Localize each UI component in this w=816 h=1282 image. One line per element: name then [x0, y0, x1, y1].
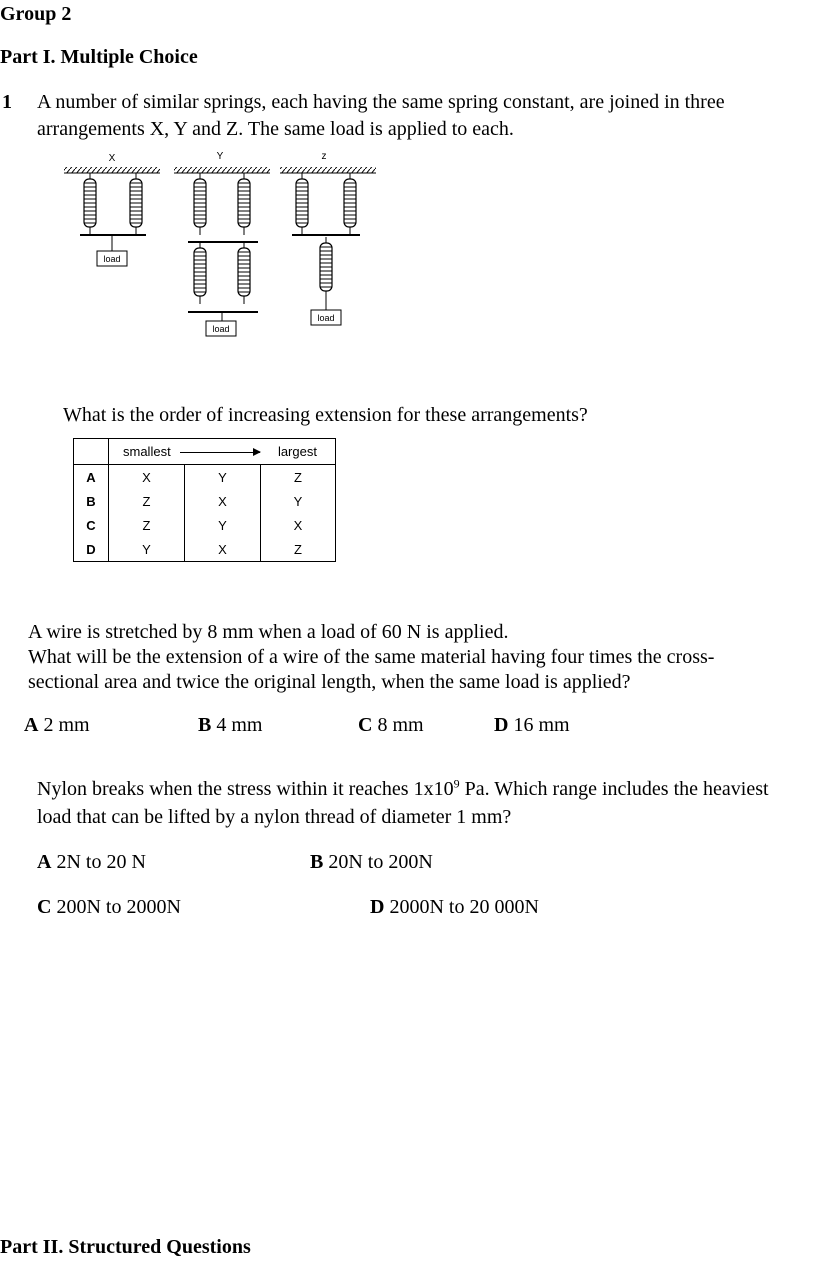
- q3-exponent: 9: [453, 776, 460, 791]
- table-cell: X: [185, 537, 261, 562]
- row-label: A: [74, 465, 109, 490]
- ceiling-y: [174, 167, 270, 173]
- option-letter: C: [37, 896, 52, 918]
- q2-option-b: [198, 714, 262, 737]
- q2-line1: A wire is stretched by 8 mm when a load of 60 N is applied.: [28, 621, 509, 643]
- option-text: 2 mm: [38, 714, 90, 736]
- q1-stem-line1: A number of similar springs, each having the same spring constant, are joined in three: [37, 91, 725, 113]
- option-text: 2N to 20 N: [51, 851, 146, 873]
- q1-question: What is the order of increasing extension for these arrangements?: [63, 404, 588, 426]
- table-cell: X: [185, 489, 261, 513]
- part1-title: Part I. Multiple Choice: [0, 46, 198, 68]
- option-letter: C: [358, 714, 373, 736]
- row-label: B: [74, 489, 109, 513]
- arrangement-y: [188, 173, 258, 336]
- option-text: 4 mm: [211, 714, 263, 736]
- q3-line1-rest: Pa. Which range includes the heaviest: [459, 778, 769, 800]
- option-text: 2000N to 20 000N: [384, 896, 539, 918]
- label-x: X: [108, 153, 116, 164]
- q3-line1-text: Nylon breaks when the stress within it reaches 1x10: [37, 778, 454, 800]
- arrow-right-icon: [180, 452, 260, 453]
- load-label-y: load: [212, 324, 230, 334]
- table-cell: Y: [185, 513, 261, 537]
- ceiling-z: [280, 167, 376, 173]
- row-label: D: [74, 537, 109, 562]
- table-cell: X: [109, 465, 185, 490]
- table-header-cell: [109, 439, 336, 465]
- ceiling-x: [64, 167, 160, 173]
- q2-line2: What will be the extension of a wire of the same material having four times the cross-: [28, 646, 715, 668]
- option-letter: D: [370, 896, 385, 918]
- table-cell: Z: [109, 513, 185, 537]
- option-text: 16 mm: [508, 714, 570, 736]
- q2-line3: sectional area and twice the original length, when the same load is applied?: [28, 671, 631, 693]
- table-header-row: [74, 439, 336, 465]
- q2-option-c: [358, 714, 424, 737]
- option-letter: A: [37, 851, 52, 873]
- q3-option-d: [370, 896, 539, 919]
- header-smallest: smallest: [123, 444, 171, 459]
- part2-title: Part II. Structured Questions: [0, 1236, 251, 1258]
- q1-stem-line2: arrangements X, Y and Z. The same load is applied to each.: [37, 118, 514, 140]
- q3-option-c: [37, 896, 181, 919]
- arrangement-x: [80, 173, 146, 266]
- row-label: C: [74, 513, 109, 537]
- q3-option-a: [37, 851, 146, 874]
- table-row: [74, 537, 336, 562]
- spring-arrangements-diagram: [60, 145, 390, 345]
- label-z: z: [321, 151, 327, 162]
- option-text: 8 mm: [372, 714, 424, 736]
- table-row: [74, 489, 336, 513]
- arrangement-z: [292, 173, 360, 325]
- q1-number: 1: [2, 91, 12, 113]
- option-text: 20N to 200N: [323, 851, 433, 873]
- option-letter: A: [24, 714, 39, 736]
- table-cell: Z: [109, 489, 185, 513]
- table-cell: Y: [261, 489, 336, 513]
- table-row: [74, 465, 336, 490]
- order-table: [73, 438, 336, 562]
- table-row: [74, 513, 336, 537]
- header-largest: largest: [277, 444, 317, 459]
- table-cell: Y: [109, 537, 185, 562]
- table-cell: X: [261, 513, 336, 537]
- q2-option-d: [494, 714, 570, 737]
- q3-line2: load that can be lifted by a nylon thread of diameter 1 mm?: [37, 806, 512, 828]
- q3-line1: [37, 778, 769, 801]
- label-y: Y: [216, 151, 224, 162]
- q3-option-b: [310, 851, 433, 874]
- table-cell: Y: [185, 465, 261, 490]
- table-cell: Z: [261, 537, 336, 562]
- group-title: Group 2: [0, 3, 72, 25]
- table-cell: Z: [261, 465, 336, 490]
- option-letter: B: [310, 851, 324, 873]
- q2-option-a: [24, 714, 90, 737]
- load-label-z: load: [317, 313, 335, 323]
- option-letter: D: [494, 714, 509, 736]
- option-letter: B: [198, 714, 212, 736]
- load-label-x: load: [103, 254, 121, 264]
- option-text: 200N to 2000N: [51, 896, 181, 918]
